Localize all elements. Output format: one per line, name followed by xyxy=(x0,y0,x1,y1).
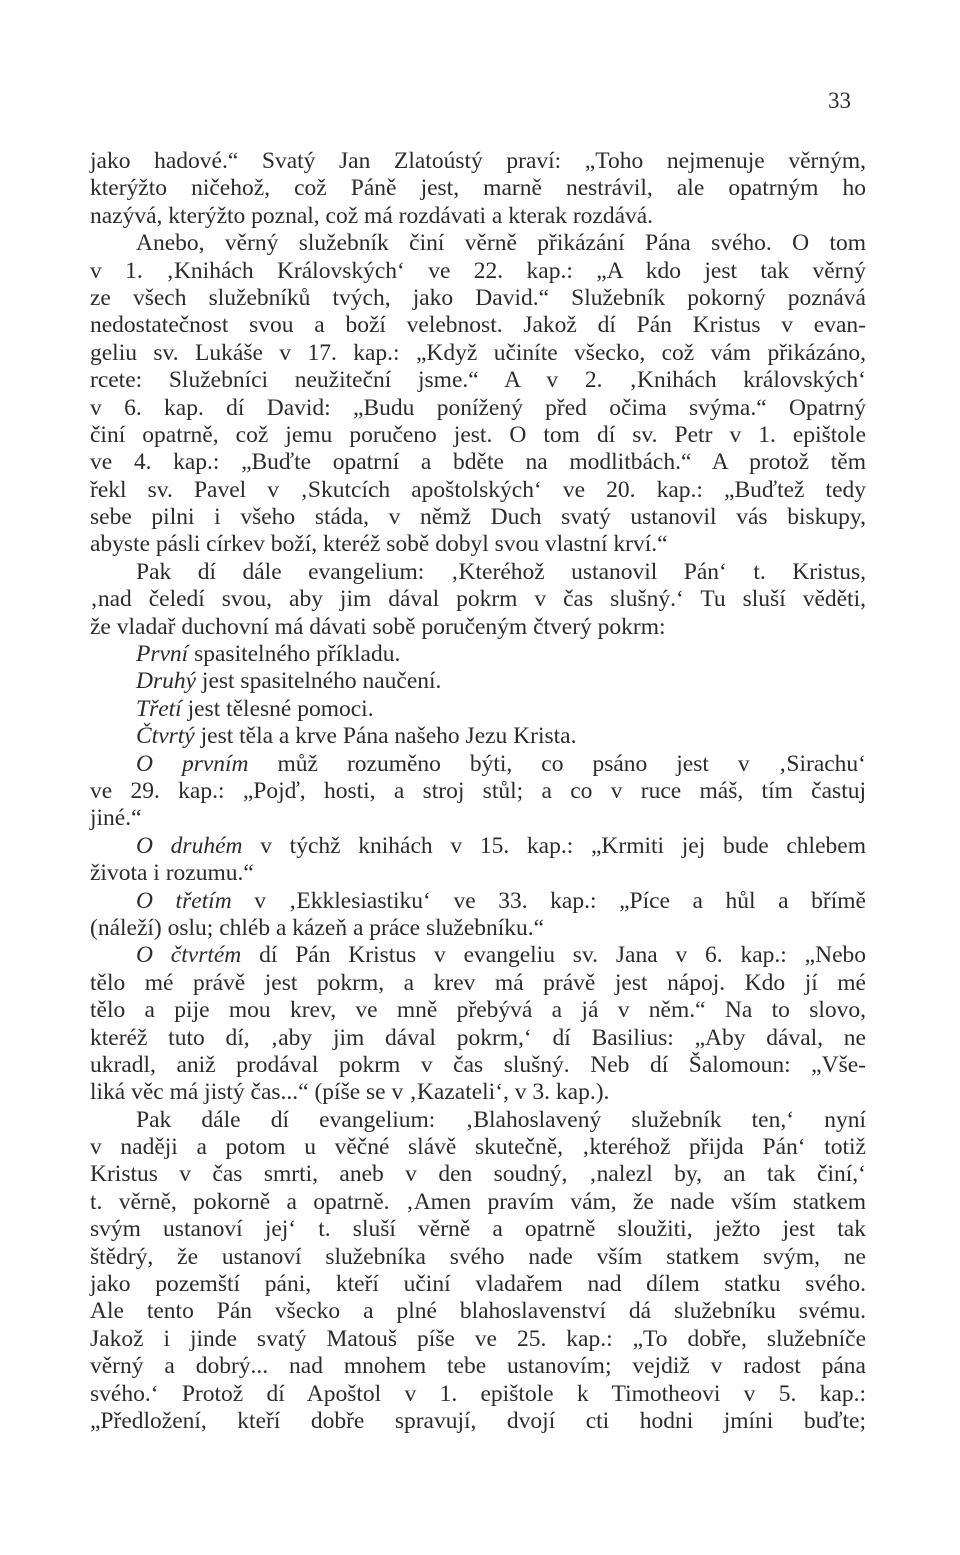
line-text: činí opatrně, což jemu poručeno jest. O tom dí sv. Petr v 1. epištole xyxy=(90,421,866,448)
text-line xyxy=(90,668,866,695)
line-text: nedostatečnost svou a boží velebnost. Jakož dí Pán Kristus v evan- xyxy=(90,312,866,339)
body-text xyxy=(90,148,866,1435)
line-text: věrný a dobrý... nad mnohem tebe ustanovím; vejdiž v radost pána xyxy=(90,1353,866,1380)
italic-lead: Čtvrtý xyxy=(136,723,195,750)
line-text: tělo a pije mou krev, ve mně přebývá a já v něm.“ Na to slovo, xyxy=(90,997,866,1024)
text-line xyxy=(90,641,866,668)
line-text: Anebo, věrný služebník činí věrně přikázání Pána svého. O tom xyxy=(136,230,866,257)
text-line xyxy=(90,586,866,613)
line-text: ve 29. kap.: „Pojď, hosti, a stroj stůl; a co v ruce máš, tím častuj xyxy=(90,777,866,804)
line-text: řekl sv. Pavel v ‚Skutcích apoštolských‘ ve 20. kap.: „Buďtež tedy xyxy=(90,476,866,503)
line-text: jiné.“ xyxy=(90,805,142,832)
line-text: jako hadové.“ Svatý Jan Zlatoústý praví: „Toho nejmenuje věrným, xyxy=(90,148,866,174)
text-line xyxy=(90,1052,866,1079)
line-text: jest tělesné pomoci. xyxy=(181,695,374,722)
text-line xyxy=(90,203,866,230)
line-text: můž rozuměno býti, co psáno jest v ‚Sirachu‘ xyxy=(248,750,867,777)
line-text: „Předložení, kteří dobře spravují, dvojí cti hodni jmíni buďte; xyxy=(90,1407,866,1434)
text-line xyxy=(90,175,866,202)
line-text: abyste pásli církev boží, kteréž sobě dobyl svou vlastní krví.“ xyxy=(90,531,668,558)
line-text: jest těla a krve Pána našeho Jezu Krista. xyxy=(194,723,577,750)
text-line xyxy=(90,888,866,915)
italic-lead: Třetí xyxy=(136,695,182,722)
line-text: Pak dí dále evangelium: ‚Kteréhož ustanovil Pán‘ t. Kristus, xyxy=(136,558,866,585)
text-line xyxy=(90,1326,866,1353)
text-line xyxy=(90,915,866,942)
line-text: ukradl, aniž prodával pokrm v čas slušný. Neb dí Šalomoun: „Vše- xyxy=(90,1051,866,1078)
text-line xyxy=(90,1408,866,1435)
text-line xyxy=(90,1353,866,1380)
line-text: t. věrně, pokorně a opatrně. ‚Amen pravím vám, že nade vším statkem xyxy=(90,1188,866,1215)
text-line xyxy=(90,312,866,339)
line-text: v ‚Ekklesiastiku‘ ve 33. kap.: „Píce a hůl a břímě xyxy=(231,887,866,914)
text-line xyxy=(90,285,866,312)
text-line xyxy=(90,1271,866,1298)
line-text: nazývá, kterýžto poznal, což má rozdávati a kterak rozdává. xyxy=(90,202,654,229)
text-line xyxy=(90,1381,866,1408)
line-text: geliu sv. Lukáše v 17. kap.: „Když učiníte všecko, což vám přikázáno, xyxy=(90,339,866,366)
line-text: kteréž tuto dí, ‚aby jim dával pokrm,‘ dí Basilius: „Aby dával, ne xyxy=(90,1024,866,1051)
line-text: Kristus v čas smrti, aneb v den soudný, ‚nalezl by, an tak činí,‘ xyxy=(90,1161,866,1188)
line-text: sebe pilni i všeho stáda, v němž Duch svatý ustanovil vás biskupy, xyxy=(90,504,866,531)
text-line xyxy=(90,559,866,586)
text-line xyxy=(90,477,866,504)
italic-lead: První xyxy=(136,641,189,668)
italic-lead: O čtvrtém xyxy=(136,942,242,969)
text-line xyxy=(90,422,866,449)
line-text: svého.‘ Protož dí Apoštol v 1. epištole k Timotheovi v 5. kap.: xyxy=(90,1380,866,1407)
text-line xyxy=(90,1107,866,1134)
line-text: Jakož i jinde svatý Matouš píše ve 25. kap.: „To dobře, služebníče xyxy=(90,1325,866,1352)
text-line xyxy=(90,723,866,750)
text-line xyxy=(90,148,866,175)
italic-lead: O prvním xyxy=(136,750,249,777)
line-text: jako pozemští páni, kteří učiní vladařem nad dílem statku svého. xyxy=(90,1271,866,1298)
text-line xyxy=(90,367,866,394)
line-text: tělo mé právě jest pokrm, a krev má právě jest nápoj. Kdo jí mé xyxy=(90,969,866,996)
text-line xyxy=(90,860,866,887)
text-line xyxy=(90,1216,866,1243)
text-line xyxy=(90,449,866,476)
line-text: života i rozumu.“ xyxy=(90,860,254,887)
text-line xyxy=(90,230,866,257)
page-number: 33 xyxy=(828,88,851,113)
line-text: že vladař duchovní má dávati sobě poručeným čtverý pokrm: xyxy=(90,613,666,640)
line-text: jest spasitelného naučení. xyxy=(196,668,442,695)
text-line xyxy=(90,751,866,778)
line-text: liká věc má jistý čas...“ (píše se v ‚Kazateli‘, v 3. kap.). xyxy=(90,1079,610,1106)
line-text: v 6. kap. dí David: „Budu ponížený před očima svýma.“ Opatrný xyxy=(90,394,866,421)
text-line xyxy=(90,395,866,422)
line-text: Ale tento Pán všecko a plné blahoslavenství dá služebníku svému. xyxy=(90,1298,866,1325)
text-line xyxy=(90,1244,866,1271)
line-text: v týchž knihách v 15. kap.: „Krmiti jej bude chlebem xyxy=(242,832,866,859)
text-line xyxy=(90,833,866,860)
line-text: rcete: Služebníci neužiteční jsme.“ A v 2. ‚Knihách královských‘ xyxy=(90,367,866,394)
line-text: štědrý, že ustanoví služebníka svého nade vším statkem svým, ne xyxy=(90,1243,866,1270)
line-text: ve 4. kap.: „Buďte opatrní a bděte na modlitbách.“ A protož těm xyxy=(90,449,866,476)
italic-lead: Druhý xyxy=(136,668,197,695)
text-line xyxy=(90,997,866,1024)
line-text: dí Pán Kristus v evangeliu sv. Jana v 6. kap.: „Nebo xyxy=(241,942,866,969)
italic-lead: O třetím xyxy=(136,887,232,914)
text-line xyxy=(90,778,866,805)
italic-lead: O druhém xyxy=(136,832,243,859)
text-line xyxy=(90,340,866,367)
text-line xyxy=(90,1161,866,1188)
line-text: ‚nad čeledí svou, aby jim dával pokrm v čas slušný.‘ Tu sluší věděti, xyxy=(90,586,866,613)
text-line xyxy=(90,696,866,723)
line-text: v naději a potom u věčné slávě skutečně, ‚kteréhož přijda Pán‘ totiž xyxy=(90,1134,866,1161)
text-line xyxy=(90,942,866,969)
text-line xyxy=(90,805,866,832)
line-text: spasitelného příkladu. xyxy=(188,641,401,668)
line-text: ze všech služebníků tvých, jako David.“ Služebník pokorný poznává xyxy=(90,284,866,311)
text-line xyxy=(90,1298,866,1325)
text-line xyxy=(90,614,866,641)
text-line xyxy=(90,1079,866,1106)
text-line xyxy=(90,258,866,285)
text-line xyxy=(90,504,866,531)
line-text: v 1. ‚Knihách Královských‘ ve 22. kap.: „A kdo jest tak věrný xyxy=(90,257,866,284)
line-text: svým ustanoví jej‘ t. sluší věrně a opatrně sloužiti, ježto jest tak xyxy=(90,1216,866,1243)
text-line xyxy=(90,1025,866,1052)
text-line xyxy=(90,531,866,558)
line-text: (náleží) oslu; chléb a kázeň a práce služebníku.“ xyxy=(90,914,545,941)
text-line xyxy=(90,1189,866,1216)
text-line xyxy=(90,1134,866,1161)
line-text: Pak dále dí evangelium: ‚Blahoslavený služebník ten,‘ nyní xyxy=(136,1106,866,1133)
text-line xyxy=(90,970,866,997)
line-text: kterýžto ničehož, což Páně jest, marně nestrávil, ale opatrným ho xyxy=(90,175,866,202)
